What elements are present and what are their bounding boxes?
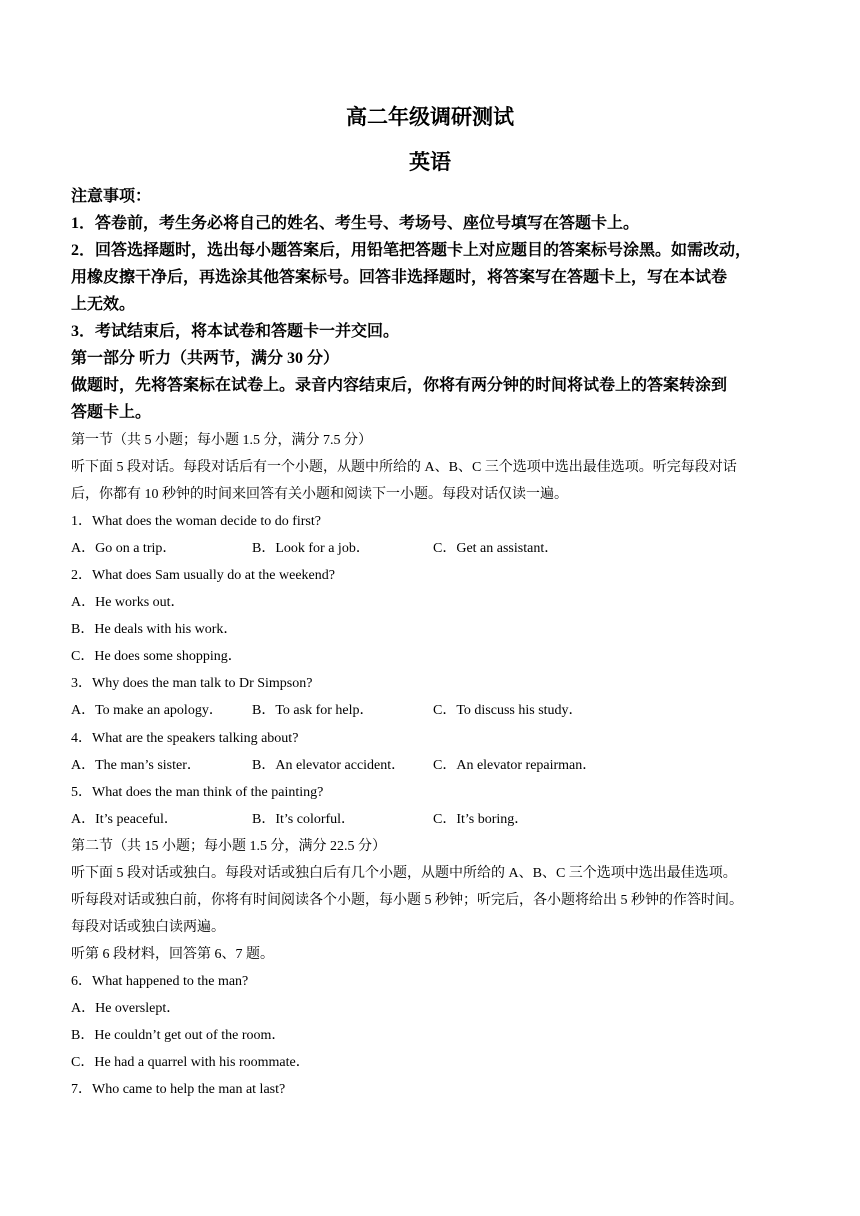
notice-item-2-line-1: 2．回答选择题时，选出每小题答案后，用铅笔把答题卡上对应题目的答案标号涂黑。如需改动， bbox=[71, 242, 752, 259]
q2-option-a: A．He works out． bbox=[71, 595, 185, 610]
part1-heading: 第一部分 听力（共两节，满分 30 分） bbox=[71, 350, 340, 367]
question-2: 2．What does Sam usually do at the weekend? bbox=[71, 568, 335, 583]
question-3: 3．Why does the man talk to Dr Simpson? bbox=[71, 676, 313, 691]
notice-item-2-line-2: 用橡皮擦干净后，再选涂其他答案标号。回答非选择题时，将答案写在答题卡上，写在本试卷 bbox=[71, 269, 728, 286]
q5-option-a: A．It’s peaceful． bbox=[71, 812, 178, 827]
notice-item-3: 3．考试结束后，将本试卷和答题卡一并交回。 bbox=[71, 323, 400, 340]
section1-instruction-line-2: 后，你都有 10 秒钟的时间来回答有关小题和阅读下一小题。每段对话仅读一遍。 bbox=[71, 487, 568, 502]
part1-instruction-line-2: 答题卡上。 bbox=[71, 404, 152, 421]
q5-option-c: C．It’s boring． bbox=[433, 812, 529, 827]
q3-option-b: B．To ask for help． bbox=[252, 703, 374, 718]
q2-option-b: B．He deals with his work． bbox=[71, 622, 238, 637]
section2-instruction-line-2: 听每段对话或独白前，你将有时间阅读各个小题，每小题 5 秒钟；听完后，各小题将给出 5 秒钟的作答时间。 bbox=[71, 893, 743, 908]
exam-title: 高二年级调研测试 bbox=[346, 105, 514, 129]
q2-option-c: C．He does some shopping． bbox=[71, 649, 242, 664]
question-5: 5．What does the man think of the painting? bbox=[71, 785, 324, 800]
notice-item-2-line-3: 上无效。 bbox=[71, 296, 136, 313]
section2-instruction-line-3: 每段对话或独白读两遍。 bbox=[71, 920, 225, 935]
q4-option-c: C．An elevator repairman． bbox=[433, 758, 597, 773]
material-6-heading: 听第 6 段材料，回答第 6、7 题。 bbox=[71, 947, 274, 962]
q1-option-b: B．Look for a job． bbox=[252, 541, 370, 556]
section2-instruction-line-1: 听下面 5 段对话或独白。每段对话或独白后有几个小题，从题中所给的 A、B、C 三个选项中选出最佳选项。 bbox=[71, 866, 737, 881]
section1-instruction-line-1: 听下面 5 段对话。每段对话后有一个小题，从题中所给的 A、B、C 三个选项中选出最佳选项。听完每段对话 bbox=[71, 460, 737, 475]
q3-option-c: C．To discuss his study． bbox=[433, 703, 583, 718]
question-6: 6．What happened to the man? bbox=[71, 974, 249, 989]
question-1: 1．What does the woman decide to do first? bbox=[71, 514, 321, 529]
part1-instruction-line-1: 做题时，先将答案标在试卷上。录音内容结束后，你将有两分钟的时间将试卷上的答案转涂到 bbox=[71, 377, 728, 394]
q4-option-a: A．The man’s sister． bbox=[71, 758, 201, 773]
question-4: 4．What are the speakers talking about? bbox=[71, 731, 299, 746]
q6-option-a: A．He overslept． bbox=[71, 1001, 181, 1016]
section2-heading: 第二节（共 15 小题；每小题 1.5 分，满分 22.5 分） bbox=[71, 839, 386, 854]
q1-option-c: C．Get an assistant． bbox=[433, 541, 559, 556]
q6-option-b: B．He couldn’t get out of the room． bbox=[71, 1028, 286, 1043]
q5-option-b: B．It’s colorful． bbox=[252, 812, 356, 827]
q4-option-b: B．An elevator accident． bbox=[252, 758, 406, 773]
notice-heading: 注意事项： bbox=[71, 188, 152, 205]
section1-heading: 第一节（共 5 小题；每小题 1.5 分，满分 7.5 分） bbox=[71, 433, 372, 448]
exam-subject: 英语 bbox=[409, 150, 451, 174]
notice-item-1: 1．答卷前，考生务必将自己的姓名、考生号、考场号、座位号填写在答题卡上。 bbox=[71, 215, 640, 232]
q6-option-c: C．He had a quarrel with his roommate． bbox=[71, 1055, 310, 1070]
q1-option-a: A．Go on a trip． bbox=[71, 541, 177, 556]
question-7: 7．Who came to help the man at last? bbox=[71, 1082, 286, 1097]
q3-option-a: A．To make an apology． bbox=[71, 703, 223, 718]
